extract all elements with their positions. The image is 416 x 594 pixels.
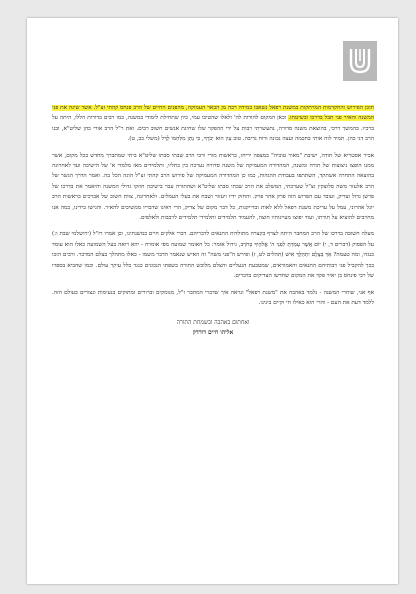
signoff-line: ואחתום באהבה ובשמחת התורה (176, 320, 250, 327)
paragraph-1-text: וכאן המקום להודות לה' ולאלו שהטיבו עמי, כיון שתחילת לימודי במשנה, כמו רבים בדורות הללו, היתה על ברכיו. בהמשך דרכי, בהוצאת משנה סדורה, נתעשרתי רבות על ידי ההפקר שלו שחינת אנשים חשוב רבים. ואת ר"ל הרב אורי כהן שליט"א, ובנו הרב דני כהן. תמיד לוה אותי בחכמה ועצה נכונה ורוח נדיבה. טוב עַיִן הוּא יְבֹרָךְ, כִּי נָתַן מִלַּחְמוֹ לַדָּל (משלי כב, ט). (52, 115, 374, 143)
document-page (27, 18, 398, 584)
paragraph-1 (52, 103, 374, 145)
signoff (52, 318, 374, 338)
paragraph-3: מעלה חשובה בדרכו של הרב המחבר היתה לצרף בקצרה מתולדות התנאים לדבריהם. דברי אלקים חיים במשנתינו, וכן אמרו רז"ל (ירושלמי שבת ו:) על הפסוק (דברים ד, י) יוֹם אֲשֶׁר עָמַדְתָּ לִפְנֵי ה' אֱלֹהֶיךָ בְּחֹרֵב, גידול אומר: כל האומר שמועה מפי אומרה - יהא רואה בעל השמועה כאלו הוא עומד כנגדו, ומה טעמה? אַךְ בְּצֶלֶם יִתְהַלֶּךְ אִישׁ (תהלים לט, ז) ופירש ה"פני משה" זה האיש שנאמר הדבר משמו - כאלו מתהלך בצלם המדבר. ורבים הזכו בכך להקביל פני רבותיהם התנאים והאמוראים, שמטבעת הנעליים והצלם מלובש התורה בשפתו הנכונים כנגד כלל עיקר עולם. וכמו שהביא בספרו של רבי פינחס בן יאיר פקד את המקום שחדשו הצדיקים בדברים. (52, 231, 374, 280)
paragraph-4: אף אני, שוחרי המשנה - נלמד באהבה את "משנת רפאל" ונראה איך שדברי המחבר ז"ל, מנומקים וברורים ומתוקים בנעימות ונצורים בעולם הזה. ללמד דעת את העם - והרי הוא כאילו חי וקיים בינינו. (52, 289, 374, 306)
article-body (52, 103, 374, 338)
logo-mark (347, 45, 373, 77)
author-signature: אליהו חיים דורדק (192, 329, 234, 337)
highlighted-passage: תוכן הפירוש והחקדמות המרתקות במשנת רפאל נשאבו במידה רבה מן הבאר העמוקה, מהפנים החיים של הרב פנחס קהתי זצ"ל. אשר שיגה את פני המשנה והאיר פני תבל בדרכו ובשיטתו. (52, 105, 374, 122)
paragraph-2: אכיר אסטריא של תודה, ישיבת "מאור טוביה" במצפה יריחו, בראשות מורי ורבי הרב שבתי סבתו שליט"א ביתי שמתברך מחדש בכל מקום, אשר ממנו הופצו ניצוצות של תורה ומשנה, המהדורה המעמיקה של משנה סדורה נערכה בין כתליו, ותלמידים מאז מלמדי א' של הישיבה ועד לאחרונה בהוצאה התחרה אשתקד, השתתפו בעבודת ההגהות, כמו כן המהדורה המעמיקה של פירוש הרב קהתי זצ"ל הוגה הכל בה. ואמר הדרך הגשר של הרב אלעזר משה סלוצקין זצ"ל שערכתי, המשלב את הרב שבתי סבתו שליט"א ושהתורה עבר בישיבה חוזקו גדולי המשנה והיאמר את בדרכו של פרשן גדול וצדיק, ועובד עם הפרוש הזה פרק אחר פרק. והחזק ידיו ויעזור ושבח את בעלי העמלים. ולאחרונה, צוות חשוב של אברכים בראשות הרב יוגל אהרוני, עמל על עריכת משנת רפאל ללא לאות ובדייקנות, כל דבר מקום של צדיק, הרי ראינו שדבריו ממשיכים להאיר. והגישו בידינו, כמה אנו מחויבים להוציא על תורתו, ועוד יפוצו מעיינותיו חוצה, להעמיד תלמידים ותלמידי תלמידים לרבבות ולאלפים. (52, 152, 374, 222)
mishneh-logo-icon (343, 41, 377, 81)
